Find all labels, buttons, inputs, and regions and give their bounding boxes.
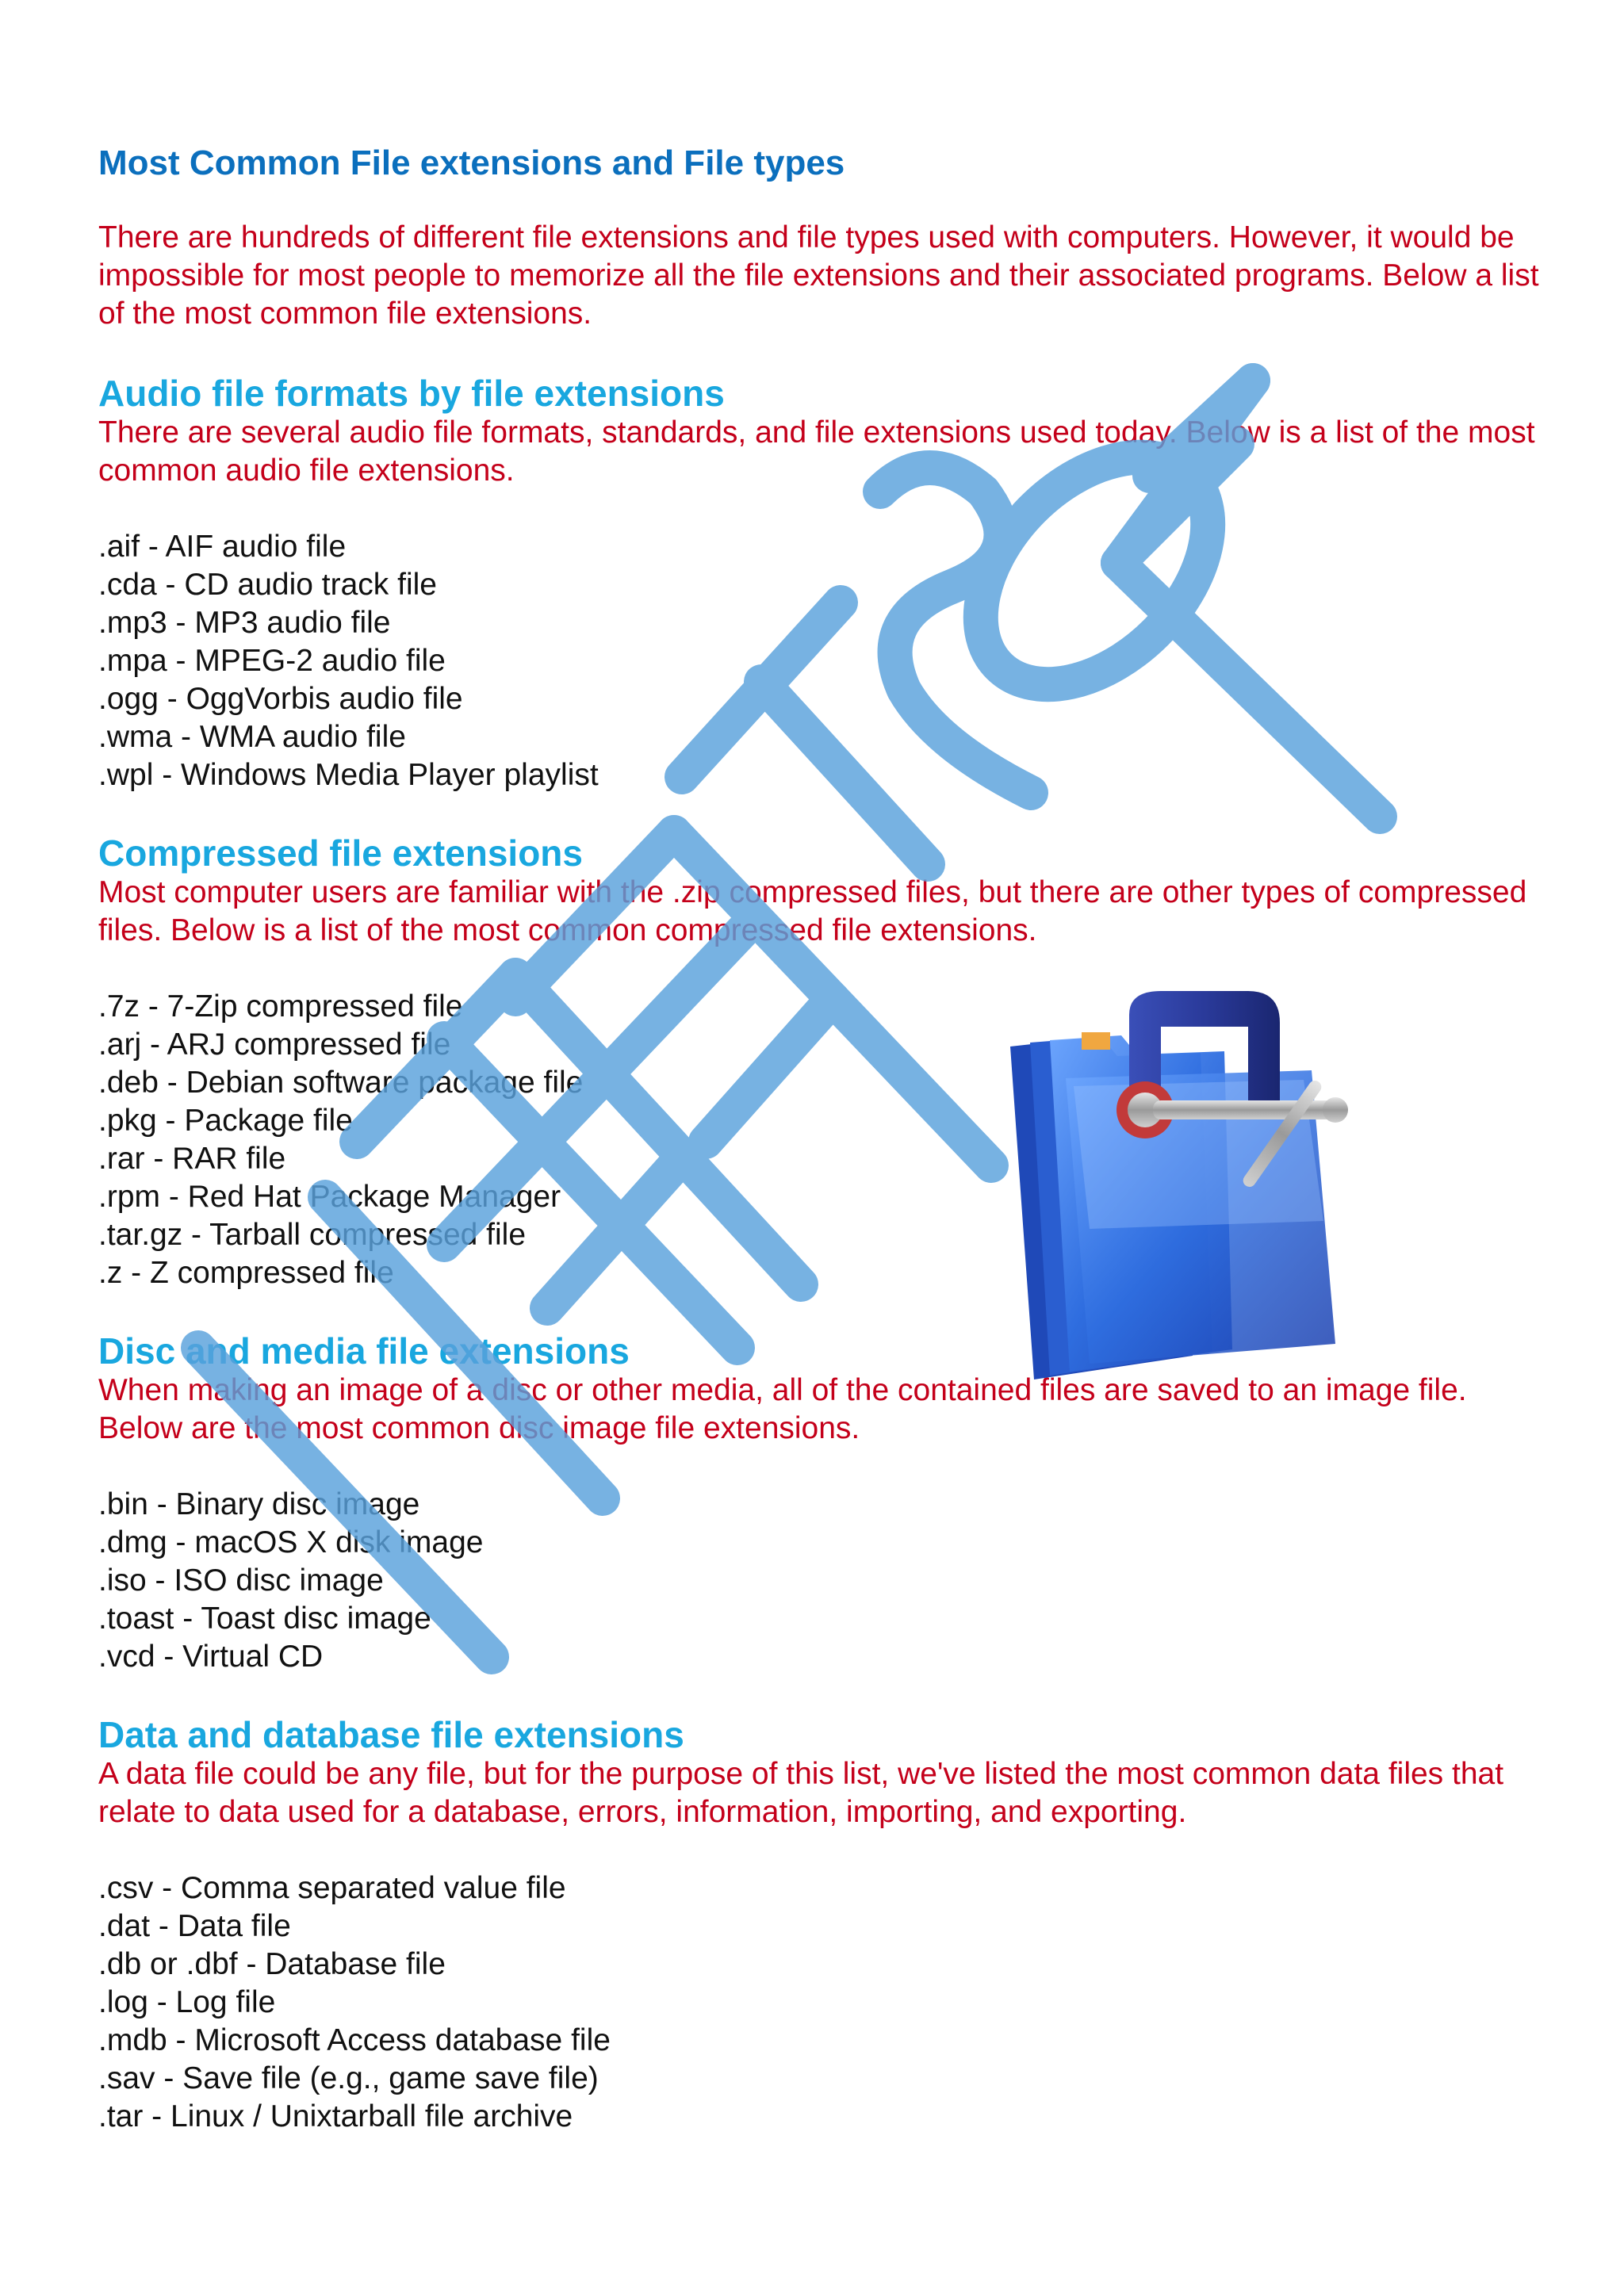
section-heading: Compressed file extensions: [98, 832, 583, 874]
extension-list: [98, 1869, 1549, 2136]
list-item: .dmg - macOS X disk image: [98, 1525, 484, 1559]
folder-stack: [1010, 1032, 1335, 1380]
list-item: .iso - ISO disc image: [98, 1563, 384, 1598]
list-item: .aif - AIF audio file: [98, 530, 347, 564]
list-item: .mp3 - MP3 audio file: [98, 606, 391, 640]
list-item: .bin - Binary disc image: [98, 1487, 420, 1521]
list-item: .mpa - MPEG-2 audio file: [98, 644, 446, 678]
section-description: When making an image of a disc or other media, all of the contained files are saved to an image file. Below are the most common disc image file extensions.: [98, 1373, 1467, 1445]
intro-paragraph: There are hundreds of different file extensions and file types used with computers. However, it would be impossible for most people to memorize all the file extensions and their associated programs. Below a list of the most common file extensions.: [98, 220, 1539, 331]
section-description: A data file could be any file, but for the purpose of this list, we've listed the most common data files that relate to data used for a database, errors, information, importing, and exporting.: [98, 1757, 1504, 1829]
list-item: .wpl - Windows Media Player playlist: [98, 758, 599, 792]
extension-list: [98, 528, 1549, 794]
list-item: .toast - Toast disc image: [98, 1601, 431, 1636]
section-heading: Disc and media file extensions: [98, 1330, 630, 1372]
list-item: .deb - Debian software package file: [98, 1066, 584, 1100]
section-heading: Data and database file extensions: [98, 1714, 684, 1755]
list-item: .ogg - OggVorbis audio file: [98, 682, 463, 716]
list-item: .pkg - Package file: [98, 1104, 353, 1138]
list-item: .csv - Comma separated value file: [98, 1871, 566, 1905]
extension-list: [98, 1486, 1549, 1676]
document-title: Most Common File extensions and File types: [98, 144, 845, 182]
list-item: .rpm - Red Hat Package Manager: [98, 1180, 561, 1214]
list-item: .mdb - Microsoft Access database file: [98, 2023, 611, 2057]
section-data-database: [98, 1714, 1549, 2136]
list-item: .7z - 7-Zip compressed file: [98, 989, 463, 1024]
list-item: .z - Z compressed file: [98, 1256, 394, 1290]
section-audio: [98, 373, 1549, 794]
list-item: .tar - Linux / Unixtarball file archive: [98, 2099, 573, 2133]
list-item: .wma - WMA audio file: [98, 720, 406, 754]
list-item: .dat - Data file: [98, 1909, 291, 1943]
list-item: .tar.gz - Tarball compressed file: [98, 1218, 527, 1252]
list-item: .rar - RAR file: [98, 1142, 286, 1176]
list-item: .sav - Save file (e.g., game save file): [98, 2061, 599, 2095]
list-item: .log - Log file: [98, 1985, 276, 2019]
section-heading: Audio file formats by file extensions: [98, 373, 725, 414]
list-item: .db or .dbf - Database file: [98, 1947, 446, 1981]
section-description: There are several audio file formats, standards, and file extensions used today. Below is a list of the most common audio file extensions.: [98, 415, 1535, 488]
list-item: .cda - CD audio track file: [98, 568, 438, 602]
section-description: Most computer users are familiar with the .zip compressed files, but there are other types of compressed files. Below is a list of the most common compressed file extensions.: [98, 875, 1527, 947]
list-item: .vcd - Virtual CD: [98, 1640, 324, 1674]
list-item: .arj - ARJ compressed file: [98, 1027, 451, 1062]
compressed-folder-clamp-icon: [963, 983, 1470, 1395]
